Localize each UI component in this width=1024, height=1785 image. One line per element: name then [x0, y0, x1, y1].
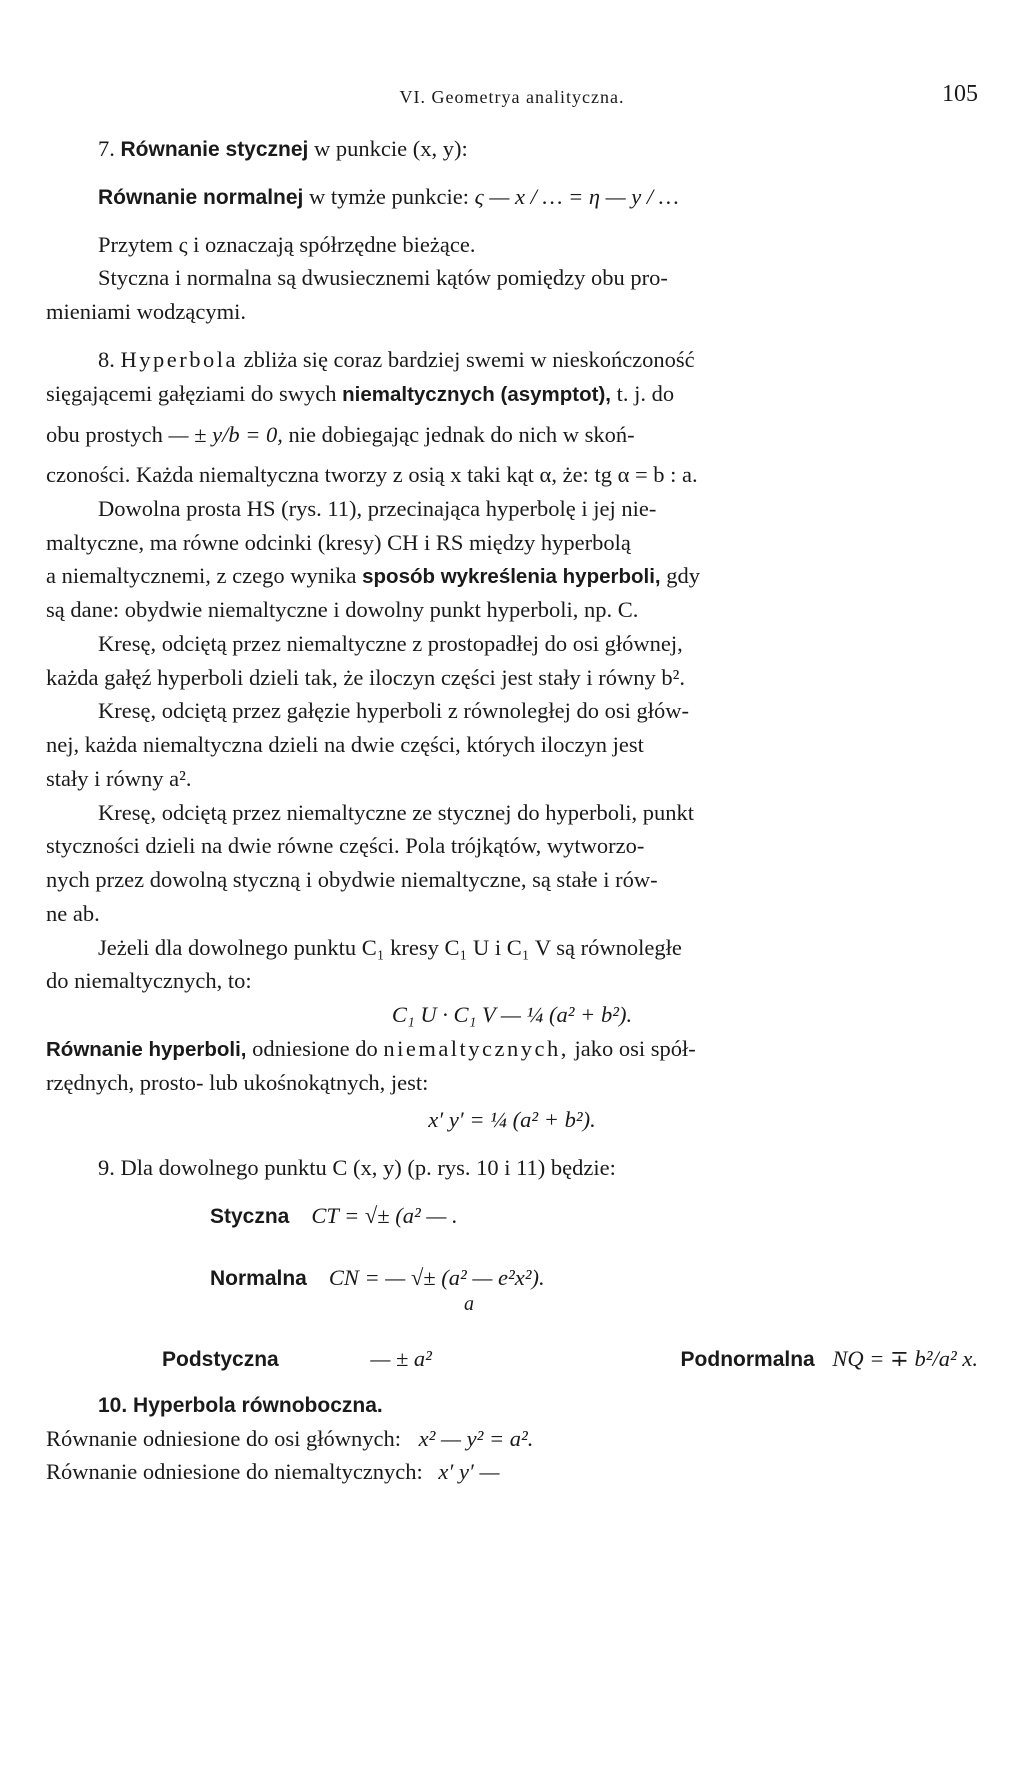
sec8-line3-formula: — ± y/b = 0, [168, 422, 283, 448]
sec8-number: 8. [98, 346, 115, 372]
sec10-line2-formula: x′ y′ — [438, 1459, 500, 1485]
sec8-jezeli-2: do niemaltycznych, to: [46, 968, 252, 994]
sec8-kresa2-3: stały i równy a². [46, 765, 192, 791]
sec9-podstyczna-formula: — ± a² [370, 1346, 432, 1372]
running-title: VI. Geometrya analityczna. [399, 87, 625, 107]
sec10-line2-a: Równanie odniesione do niemaltycznych: [46, 1459, 423, 1485]
sec8-jezeli-formula: C₁ U · C₁ V — ¼ (a² + b²). [391, 1002, 633, 1027]
sec8-line3-b: nie dobiegając jednak do nich w skoń- [288, 422, 635, 448]
sec7-normal-rest: w tymże punkcie: [309, 183, 469, 209]
sec8-asymptot-term: niemaltycznych (asymptot), [342, 382, 611, 406]
sec9-podstyczna-label: Podstyczna [162, 1348, 279, 1372]
sec9-normalna-row [46, 1261, 978, 1295]
sec8-kresa3-2: styczności dzieli na dwie równe części. Pola trójkątów, wytworzo- [46, 833, 645, 859]
sec8-kresa2-1: Kresę, odciętą przez gałęzie hyperboli z równoległej do osi głów- [98, 698, 690, 724]
sec7-normal-line [46, 180, 978, 214]
section-7 [46, 132, 978, 329]
sec9-podnormalna-group [681, 1342, 978, 1376]
sec9-podnormalna-label: Podnormalna [680, 1348, 815, 1372]
sec8-kresa2-2: nej, każda niemaltyczna dzieli na dwie części, których iloczyn jest [46, 732, 644, 757]
sec10-heading: 10. Hyperbola równoboczna. [98, 1394, 383, 1417]
sec9-styczna-label: Styczna [210, 1204, 290, 1228]
sec7-styczna-line2: mieniami wodzącymi. [46, 299, 246, 324]
sec8-dowolna-3a: a niemaltycznemi, z czego wynika [46, 563, 357, 589]
sec7-normal-label: Równanie normalnej [98, 185, 304, 209]
sec8-line2-a: sięgającemi gałęziami do swych [46, 380, 337, 406]
page-header [46, 72, 978, 116]
sec9-podstyczna-row [46, 1342, 978, 1376]
sec8-kresa3-1: Kresę, odciętą przez niemaltyczne ze stycznej do hyperboli, punkt [98, 799, 694, 825]
sec7-heading-rest: w punkcie (x, y): [314, 136, 468, 161]
sec8-rownanie-term: Równanie hyperboli, [46, 1037, 247, 1061]
section-8 [46, 343, 978, 1137]
sec8-dowolna-4: są dane: obydwie niemaltyczne i dowolny punkt hyperboli, np. C. [46, 597, 639, 622]
sec10-line1 [46, 1422, 978, 1456]
sec7-przytem: Przytem ς i oznaczają spółrzędne bieżące. [98, 231, 476, 257]
page-number: 105 [942, 81, 978, 107]
sec8-rown-formula: x′ y′ = ¼ (a² + b²). [428, 1107, 596, 1133]
sec7-number: 7. [98, 136, 115, 161]
sec8-line3 [46, 418, 978, 452]
sec8-kresa1-1: Kresę, odciętą przez niemaltyczne z prostopadłej do osi głównej, [98, 630, 683, 656]
sec8-sposob-term: sposób wykreślenia hyperboli, [362, 565, 661, 589]
sec10-line1-a: Równanie odniesione do osi głównych: [46, 1425, 401, 1451]
sec9-normalna-label: Normalna [210, 1266, 307, 1290]
sec8-line2 [46, 377, 978, 411]
sec8-dowolna-3b: gdy [666, 563, 700, 589]
sec8-rown-1 [46, 1032, 978, 1066]
section-9 [46, 1151, 978, 1376]
sec7-styczna-line1: Styczna i normalna są dwusiecznemi kątów pomiędzy obu pro- [98, 265, 668, 291]
sec8-line1-rest: zbliża się coraz bardziej swemi w nieskończoność [243, 346, 695, 372]
sec9-intro: 9. Dla dowolnego punktu C (x, y) (p. rys. 10 i 11) będzie: [98, 1155, 616, 1180]
sec8-line4: czoności. Każda niemaltyczna tworzy z osią x taki kąt α, że: tg α = b : a. [46, 462, 698, 487]
sec8-rown-1-rest: odniesione do [252, 1035, 378, 1061]
sec9-styczna-formula: CT = √± (a² — . [311, 1202, 458, 1228]
sec8-hyperbola: Hyperbola [120, 346, 238, 372]
sec10-line1-formula: x² — y² = a². [418, 1425, 534, 1451]
sec7-normal-formula: ς — x / … = η — y / … [474, 183, 679, 209]
sec9-normalna-formula: CN = — √± (a² — e²x²). [328, 1264, 545, 1290]
sec9-podstyczna-group [162, 1342, 432, 1376]
sec8-rown-1-end: jako osi spół- [574, 1035, 696, 1061]
sec8-line2-b: t. j. do [616, 380, 675, 406]
sec8-dowolna-2: maltyczne, ma równe odcinki (kresy) CH i RS między hyperbolą [46, 529, 631, 555]
sec8-kresa3-4: ne ab. [46, 900, 100, 926]
sec9-podnormalna-formula: NQ = ∓ b²/a² x. [832, 1346, 978, 1372]
sec8-kresa1-2: każda gałęź hyperboli dzieli tak, że iloczyn części jest stały i równy b². [46, 664, 685, 690]
sec8-kresa3-3: nych przez dowolną styczną i obydwie niemaltyczne, są stałe i rów- [46, 867, 658, 892]
section-10 [46, 1390, 978, 1489]
sec9-styczna-row [46, 1199, 978, 1233]
sec8-jezeli-1: Jeżeli dla dowolnego punktu C₁ kresy C₁ U i C₁ V są równoległe [98, 934, 682, 960]
sec8-line3-a: obu prostych [46, 422, 163, 448]
sec10-line2 [46, 1455, 978, 1489]
sec7-heading: Równanie stycznej [120, 138, 309, 161]
sec8-rown-2: rzędnych, prosto- lub ukośnokątnych, jest: [46, 1069, 429, 1095]
sec7-heading-line [46, 132, 978, 166]
sec8-dowolna-3 [46, 559, 978, 593]
sec8-line1 [46, 343, 978, 377]
sec9-normalna-denominator: a [464, 1293, 474, 1316]
sec8-rown-1-spaced: niemaltycznych, [383, 1035, 569, 1061]
sec8-dowolna-1: Dowolna prosta HS (rys. 11), przecinająca hyperbolę i jej nie- [98, 495, 657, 521]
